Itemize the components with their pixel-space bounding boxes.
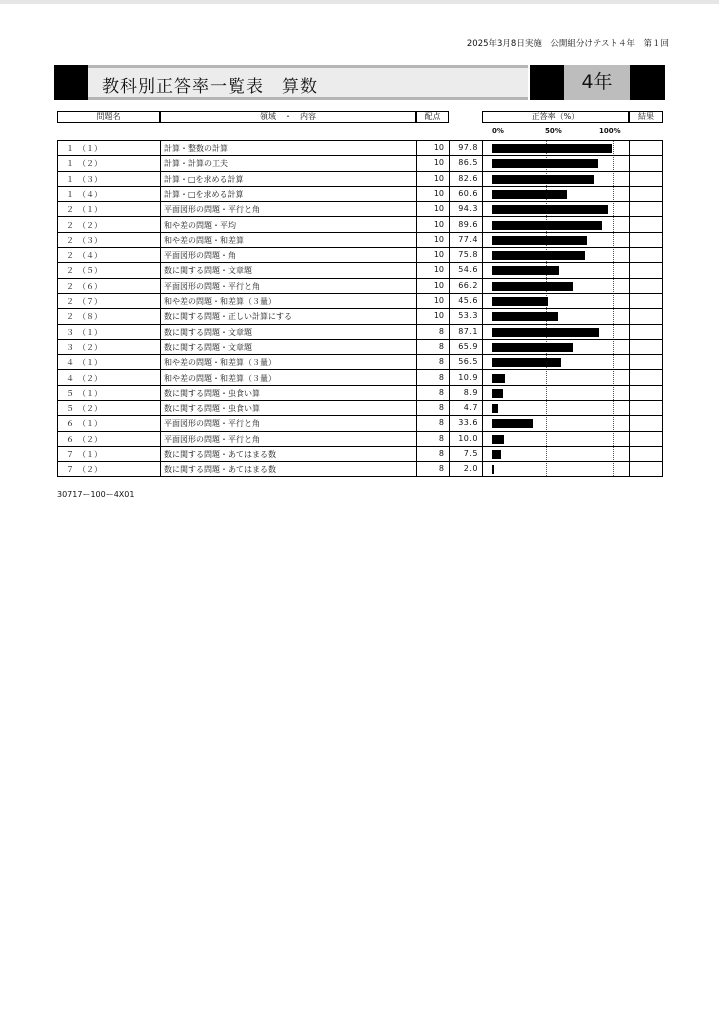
question-score: 10 (433, 158, 444, 168)
question-topic: 和や差の問題・和差算（３量） (164, 358, 276, 368)
question-score: 8 (438, 433, 444, 443)
question-name: ４ （２） (66, 373, 102, 383)
question-score: 8 (438, 357, 444, 367)
exam-info: 2025年3月8日実施 公開組分けテスト４年 第１回 (466, 39, 669, 49)
grade-label: 4年 (581, 71, 613, 93)
question-score: 10 (433, 204, 444, 214)
rate-bar (492, 343, 573, 352)
question-rate: 97.8 (458, 143, 478, 152)
question-topic: 計算・整数の計算 (164, 144, 228, 153)
question-rate: 89.6 (458, 219, 478, 229)
footer-code: 30717ー100ー4X01 (57, 490, 135, 499)
question-rate: 10.9 (458, 372, 478, 382)
title-bar (54, 65, 665, 100)
question-name: ２ （８） (66, 312, 102, 322)
question-topic: 和や差の問題・和差算（３量） (164, 373, 276, 383)
question-score: 10 (433, 173, 444, 183)
question-topic: 数に関する問題・虫食い算 (164, 404, 260, 414)
question-name: ２ （５） (66, 266, 102, 276)
question-name: １ （２） (66, 159, 102, 169)
question-score: 8 (438, 464, 444, 474)
question-topic: 数に関する問題・文章題 (164, 266, 252, 276)
question-score: 8 (438, 341, 444, 351)
rate-bar (492, 404, 498, 413)
question-score: 10 (433, 188, 444, 198)
rate-bar (492, 221, 602, 230)
table-row (58, 447, 662, 462)
question-score: 10 (433, 311, 444, 321)
question-score: 10 (433, 265, 444, 275)
table-row (58, 309, 662, 324)
question-topic: 和や差の問題・平均 (164, 220, 236, 230)
table-row (58, 279, 662, 294)
rate-bar (492, 450, 501, 459)
scale-label-100: 100% (599, 127, 621, 135)
table-row (58, 218, 662, 233)
table-row (58, 202, 662, 217)
question-name: ４ （１） (66, 358, 102, 368)
question-rate: 10.0 (458, 433, 478, 443)
table-row (58, 141, 662, 156)
question-topic: 数に関する問題・虫食い算 (164, 388, 260, 398)
table-row (58, 416, 662, 431)
question-score: 8 (438, 326, 444, 336)
table-row (58, 355, 662, 370)
question-score: 10 (433, 219, 444, 229)
question-name: ２ （６） (66, 281, 102, 291)
question-rate: 65.9 (458, 341, 478, 351)
question-topic: 数に関する問題・文章題 (164, 342, 252, 352)
question-score: 8 (438, 418, 444, 428)
rate-bar (492, 419, 533, 428)
col-header-name: 問題名 (57, 111, 160, 123)
question-rate: 86.5 (458, 158, 478, 168)
rate-bar (492, 251, 585, 260)
rate-bar (492, 297, 548, 306)
question-topic: 和や差の問題・和差算（３量） (164, 297, 276, 306)
table-row (58, 294, 662, 309)
question-topic: 平面図形の問題・平行と角 (164, 434, 260, 444)
table-row (58, 248, 662, 263)
question-name: ２ （２） (66, 220, 102, 230)
col-header-score: 配点 (416, 111, 449, 123)
question-rate: 2.0 (463, 464, 478, 474)
question-topic: 平面図形の問題・角 (164, 251, 236, 261)
question-rate: 87.1 (458, 326, 478, 336)
table-row (58, 172, 662, 187)
table-row (58, 233, 662, 248)
question-rate: 60.6 (458, 188, 478, 198)
question-score: 10 (433, 234, 444, 244)
question-score: 8 (438, 387, 444, 397)
table-row (58, 156, 662, 171)
question-name: ２ （１） (66, 205, 102, 215)
rate-bar (492, 266, 559, 275)
question-name: ３ （１） (66, 327, 102, 337)
rate-bar (492, 282, 573, 291)
table-row (58, 371, 662, 386)
question-topic: 数に関する問題・あてはまる数 (164, 465, 276, 475)
question-topic: 数に関する問題・あてはまる数 (164, 450, 276, 459)
question-rate: 33.6 (458, 418, 478, 428)
table-row (58, 187, 662, 202)
question-rate: 53.3 (458, 311, 478, 321)
question-rate: 7.5 (463, 449, 478, 458)
question-topic: 計算・□を求める計算 (164, 174, 244, 184)
table-row (58, 325, 662, 340)
rate-bar (492, 312, 558, 321)
col-header-result: 結果 (629, 111, 663, 123)
question-topic: 平面図形の問題・平行と角 (164, 205, 260, 215)
question-score: 8 (438, 403, 444, 413)
grade-panel (564, 65, 630, 100)
question-topic: 数に関する問題・文章題 (164, 327, 252, 337)
table-row (58, 263, 662, 278)
results-table (57, 140, 663, 477)
rate-bar (492, 175, 594, 184)
question-rate: 66.2 (458, 280, 478, 290)
question-score: 10 (433, 296, 444, 305)
question-topic: 計算・計算の工夫 (164, 159, 228, 169)
question-rate: 82.6 (458, 173, 478, 183)
table-row (58, 462, 662, 477)
table-row (58, 432, 662, 447)
question-name: １ （３） (66, 174, 102, 184)
question-rate: 94.3 (458, 204, 478, 214)
question-rate: 56.5 (458, 357, 478, 367)
title-bar-right-block (530, 65, 564, 100)
col-header-topic: 領域 ・ 内容 (160, 111, 416, 123)
rate-bar (492, 374, 505, 383)
question-name: １ （１） (66, 144, 102, 153)
question-name: ２ （４） (66, 251, 102, 261)
rate-bar (492, 159, 598, 168)
question-topic: 和や差の問題・和差算 (164, 235, 244, 245)
question-score: 8 (438, 372, 444, 382)
question-topic: 平面図形の問題・平行と角 (164, 281, 260, 291)
title-panel (88, 65, 528, 100)
question-score: 10 (433, 280, 444, 290)
question-name: ２ （７） (66, 297, 102, 306)
scale-label-0: 0% (492, 127, 504, 135)
table-row (58, 386, 662, 401)
question-score: 10 (433, 250, 444, 260)
rate-bar (492, 205, 608, 214)
question-name: ７ （２） (66, 465, 102, 475)
question-score: 8 (438, 449, 444, 458)
question-name: １ （４） (66, 189, 102, 199)
question-topic: 数に関する問題・正しい計算にする (164, 312, 292, 322)
page-title: 教科別正答率一覧表 算数 (102, 77, 318, 97)
question-name: ６ （２） (66, 434, 102, 444)
question-name: ５ （２） (66, 404, 102, 414)
question-rate: 54.6 (458, 265, 478, 275)
question-topic: 計算・□を求める計算 (164, 189, 244, 199)
question-name: ６ （１） (66, 419, 102, 429)
rate-bar (492, 358, 561, 367)
rate-bar (492, 435, 504, 444)
rate-bar (492, 236, 587, 245)
question-rate: 8.9 (463, 387, 478, 397)
title-bar-end-block (630, 65, 665, 100)
top-strip (0, 0, 719, 4)
question-name: ５ （１） (66, 388, 102, 398)
rate-bar (492, 190, 567, 199)
title-bar-left-block (54, 65, 88, 100)
rate-bar (492, 465, 494, 474)
question-score: 10 (433, 143, 444, 152)
question-name: ７ （１） (66, 450, 102, 459)
col-header-rate: 正答率（%） (482, 111, 629, 123)
table-row (58, 340, 662, 355)
question-name: ２ （３） (66, 235, 102, 245)
question-topic: 平面図形の問題・平行と角 (164, 419, 260, 429)
rate-bar (492, 389, 503, 398)
rate-bar (492, 328, 599, 337)
question-name: ３ （２） (66, 342, 102, 352)
question-rate: 77.4 (458, 234, 478, 244)
question-rate: 4.7 (463, 403, 478, 413)
question-rate: 45.6 (458, 296, 478, 305)
rate-bar (492, 144, 612, 153)
table-row (58, 401, 662, 416)
question-rate: 75.8 (458, 250, 478, 260)
scale-label-50: 50% (545, 127, 562, 135)
